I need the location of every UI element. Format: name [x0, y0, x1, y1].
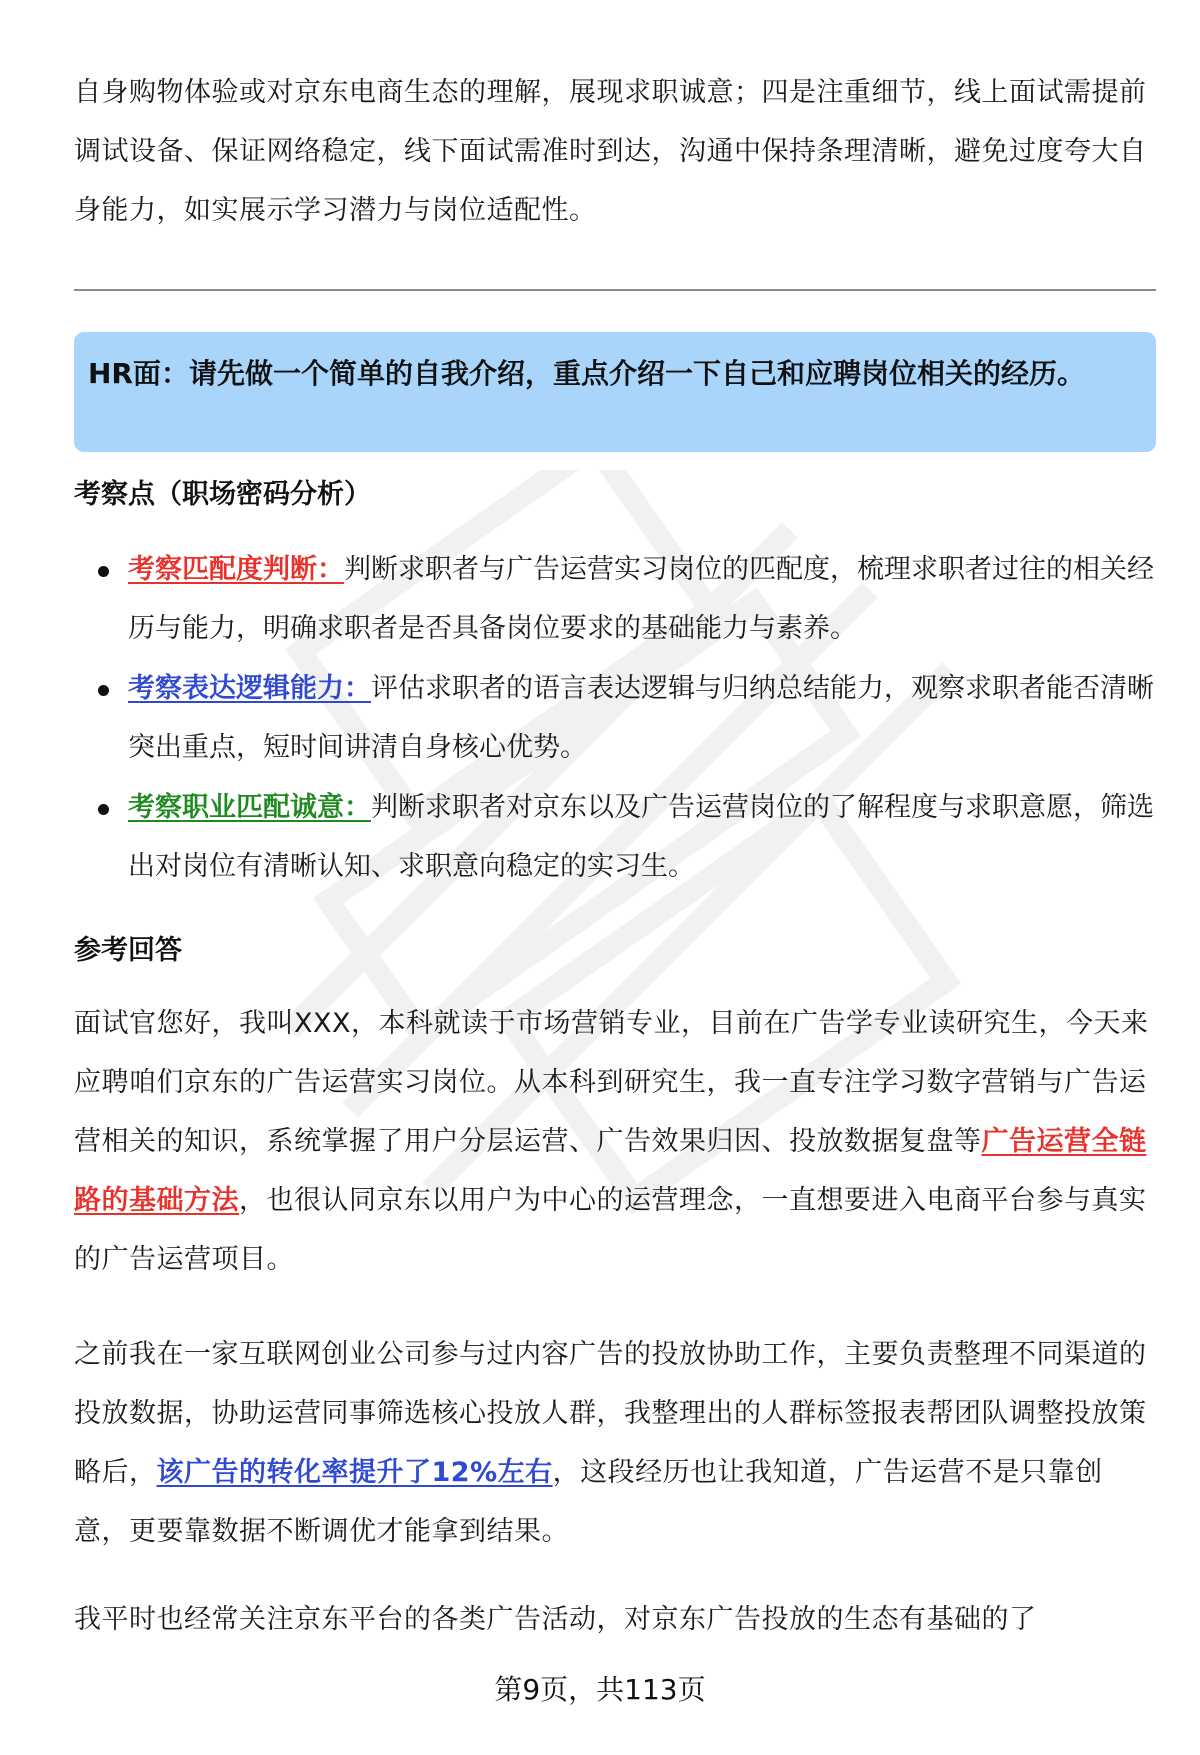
answer-paragraph-3: 我平时也经常关注京东平台的各类广告活动，对京东广告投放的生态有基础的了: [74, 1604, 1037, 1635]
question-text: HR面：请先做一个简单的自我介绍，重点介绍一下自己和应聘岗位相关的经历。: [88, 357, 1085, 390]
list-item: [74, 778, 1156, 896]
bullet-icon: [98, 804, 109, 815]
section-divider: [74, 289, 1156, 291]
page-footer: 第9页，共113页: [494, 1673, 706, 1706]
item-tag: 考察匹配度判断：: [128, 554, 344, 585]
answer-heading: 参考回答: [74, 935, 182, 966]
item-text: 判断求职者对京东以及广告运营岗位的了解程度与求职意愿，筛选出对岗位有清晰认知、求职意向稳定的实习生。: [128, 792, 1154, 882]
analysis-heading: 考察点（职场密码分析）: [74, 479, 371, 510]
list-item: [74, 659, 1156, 777]
answer-text: ，这段经历也让我知道，广告运营不是只靠创意，更要靠数据不断调优才能拿到结果。: [74, 1457, 1103, 1547]
item-text: 判断求职者与广告运营实习岗位的匹配度，梳理求职者过往的相关经历与能力，明确求职者是否具备岗位要求的基础能力与素养。: [128, 554, 1154, 644]
analysis-list: [74, 540, 1156, 897]
answer-highlight: 广告运营全链路的基础方法: [74, 1126, 1147, 1216]
answer-text: 之前我在一家互联网创业公司参与过内容广告的投放协助工作，主要负责整理不同渠道的投放数据，协助运营同事筛选核心投放人群，我整理出的人群标签报表帮团队调整投放策略后，: [74, 1339, 1147, 1488]
answer-highlight: 该广告的转化率提升了12%左右: [156, 1457, 553, 1488]
item-tag: 考察职业匹配诚意：: [128, 792, 371, 823]
intro-paragraph: 自身购物体验或对京东电商生态的理解，展现求职诚意；四是注重细节，线上面试需提前调试设备、保证网络稳定，线下面试需准时到达，沟通中保持条理清晰，避免过度夸大自身能力，如实展示学习潜力与岗位适配性。: [74, 77, 1147, 226]
answer-text: ，也很认同京东以用户为中心的运营理念，一直想要进入电商平台参与真实的广告运营项目。: [74, 1185, 1147, 1275]
item-text: 评估求职者的语言表达逻辑与归纳总结能力，观察求职者能否清晰突出重点，短时间讲清自身核心优势。: [128, 673, 1154, 763]
item-tag: 考察表达逻辑能力：: [128, 673, 371, 704]
bullet-icon: [98, 566, 109, 577]
answer-paragraph-1: [74, 994, 1156, 1289]
answer-text: 面试官您好，我叫XXX，本科就读于市场营销专业，目前在广告学专业读研究生，今天来应聘咱们京东的广告运营实习岗位。从本科到研究生，我一直专注学习数字营销与广告运营相关的知识，系统掌握了用户分层运营、广告效果归因、投放数据复盘等: [74, 1008, 1149, 1157]
bullet-icon: [98, 685, 109, 696]
list-item: [74, 540, 1156, 658]
answer-paragraph-2: [74, 1325, 1156, 1561]
question-box: [74, 332, 1156, 452]
